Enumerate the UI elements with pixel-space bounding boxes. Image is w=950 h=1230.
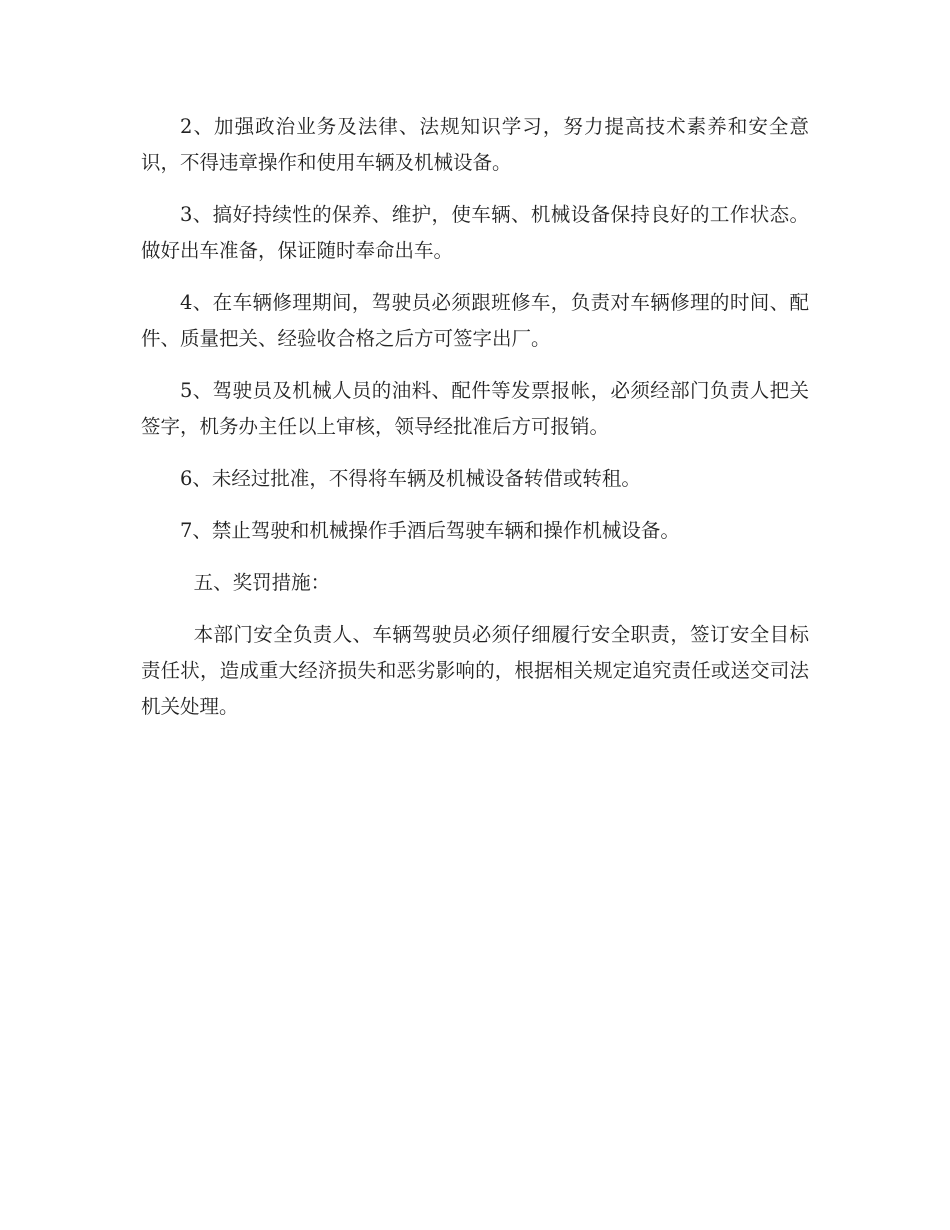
paragraph-item-5: 5、驾驶员及机械人员的油料、配件等发票报帐，必须经部门负责人把关签字，机务办主任以上审核，领导经批准后方可报销。: [141, 379, 809, 438]
section-heading: 五、奖罚措施：: [193, 571, 331, 594]
final-paragraph: 本部门安全负责人、车辆驾驶员必须仔细履行安全职责，签订安全目标责任状，造成重大经济损失和恶劣影响的，根据相关规定追究责任或送交司法机关处理。: [141, 623, 809, 718]
paragraph-item-4: 4、在车辆修理期间，驾驶员必须跟班修车，负责对车辆修理的时间、配件、质量把关、经验收合格之后方可签字出厂。: [141, 291, 809, 350]
document-body: [141, 109, 809, 725]
paragraph-item-6: 6、未经过批准，不得将车辆及机械设备转借或转租。: [180, 467, 641, 490]
paragraph-item-2: 2、加强政治业务及法律、法规知识学习，努力提高技术素养和安全意识，不得违章操作和使用车辆及机械设备。: [141, 115, 809, 174]
paragraph-item-7: 7、禁止驾驶和机械操作手酒后驾驶车辆和操作机械设备。: [180, 519, 680, 542]
paragraph-item-3: 3、搞好持续性的保养、维护，使车辆、机械设备保持良好的工作状态。做好出车准备，保证随时奉命出车。: [141, 203, 809, 262]
